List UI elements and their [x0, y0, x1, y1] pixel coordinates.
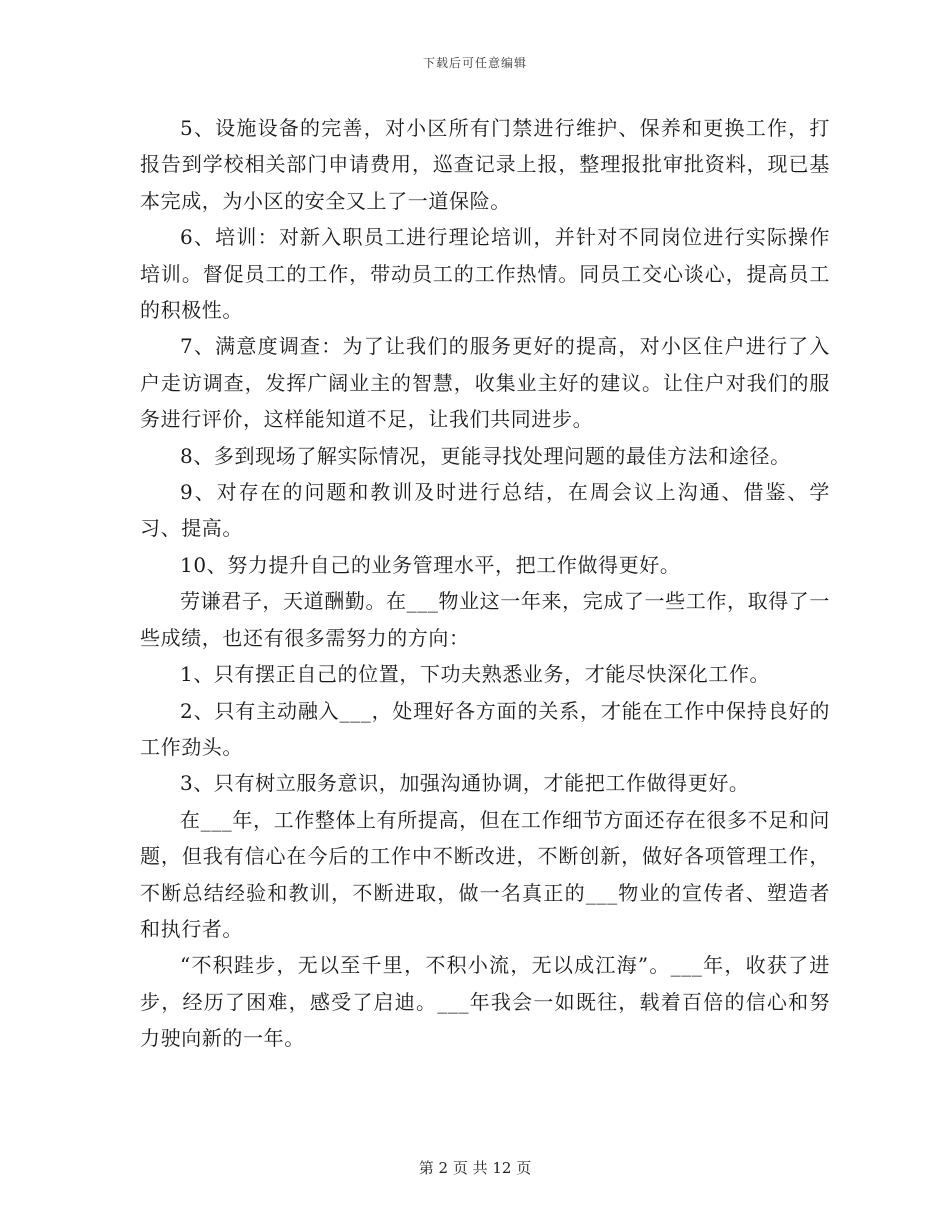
paragraph-closing: “不积跬步，无以至千里，不积小流，无以成江海”。___年，收获了进步，经历了困难，感受了启迪。___年我会一如既往，载着百倍的信心和努力驶向新的一年。: [140, 953, 830, 1051]
paragraph-lesson-1: 1、只有摆正自己的位置，下功夫熟悉业务，才能尽快深化工作。: [180, 662, 771, 687]
paragraph-item-6-training: 6、培训：对新入职员工进行理论培训，并针对不同岗位进行实际操作培训。督促员工的工作，带动员工的工作热情。同员工交心谈心，提高员工的积极性。: [140, 225, 830, 323]
paragraph-reflection-intro: 劳谦君子，天道酬勤。在___物业这一年来，完成了一些工作，取得了一些成绩，也还有很多需努力的方向：: [140, 589, 830, 650]
header-note: 下载后可任意编辑: [422, 56, 527, 70]
paragraph-lesson-2: 2、只有主动融入___，处理好各方面的关系，才能在工作中保持良好的工作劲头。: [140, 698, 830, 759]
paragraph-item-10-improvement: 10、努力提升自己的业务管理水平，把工作做得更好。: [180, 552, 681, 577]
paragraph-item-9-summary: 9、对存在的问题和教训及时进行总结，在周会议上沟通、借鉴、学习、提高。: [140, 480, 830, 541]
paragraph-lesson-3: 3、只有树立服务意识，加强沟通协调，才能把工作做得更好。: [180, 771, 750, 796]
paragraph-year-outlook: 在___年，工作整体上有所提高，但在工作细节方面还存在很多不足和问题，但我有信心在今后的工作中不断改进，不断创新，做好各项管理工作，不断总结经验和教训，不断进取，做一名真正的___物业的宣传者、塑造者和执行者。: [140, 807, 830, 941]
document-body: [140, 110, 830, 1057]
page-number-footer: 第 2 页 共 12 页: [418, 1159, 532, 1177]
paragraph-item-7-satisfaction-survey: 7、满意度调查：为了让我们的服务更好的提高，对小区住户进行了入户走访调查，发挥广阔业主的智慧，收集业主好的建议。让住户对我们的服务进行评价，这样能知道不足，让我们共同进步。: [140, 334, 830, 432]
paragraph-item-5-facilities: 5、设施设备的完善，对小区所有门禁进行维护、保养和更换工作，打报告到学校相关部门申请费用，巡查记录上报，整理报批审批资料，现已基本完成，为小区的安全又上了一道保险。: [140, 116, 830, 213]
paragraph-item-8-onsite: 8、多到现场了解实际情况，更能寻找处理问题的最佳方法和途径。: [180, 443, 791, 468]
